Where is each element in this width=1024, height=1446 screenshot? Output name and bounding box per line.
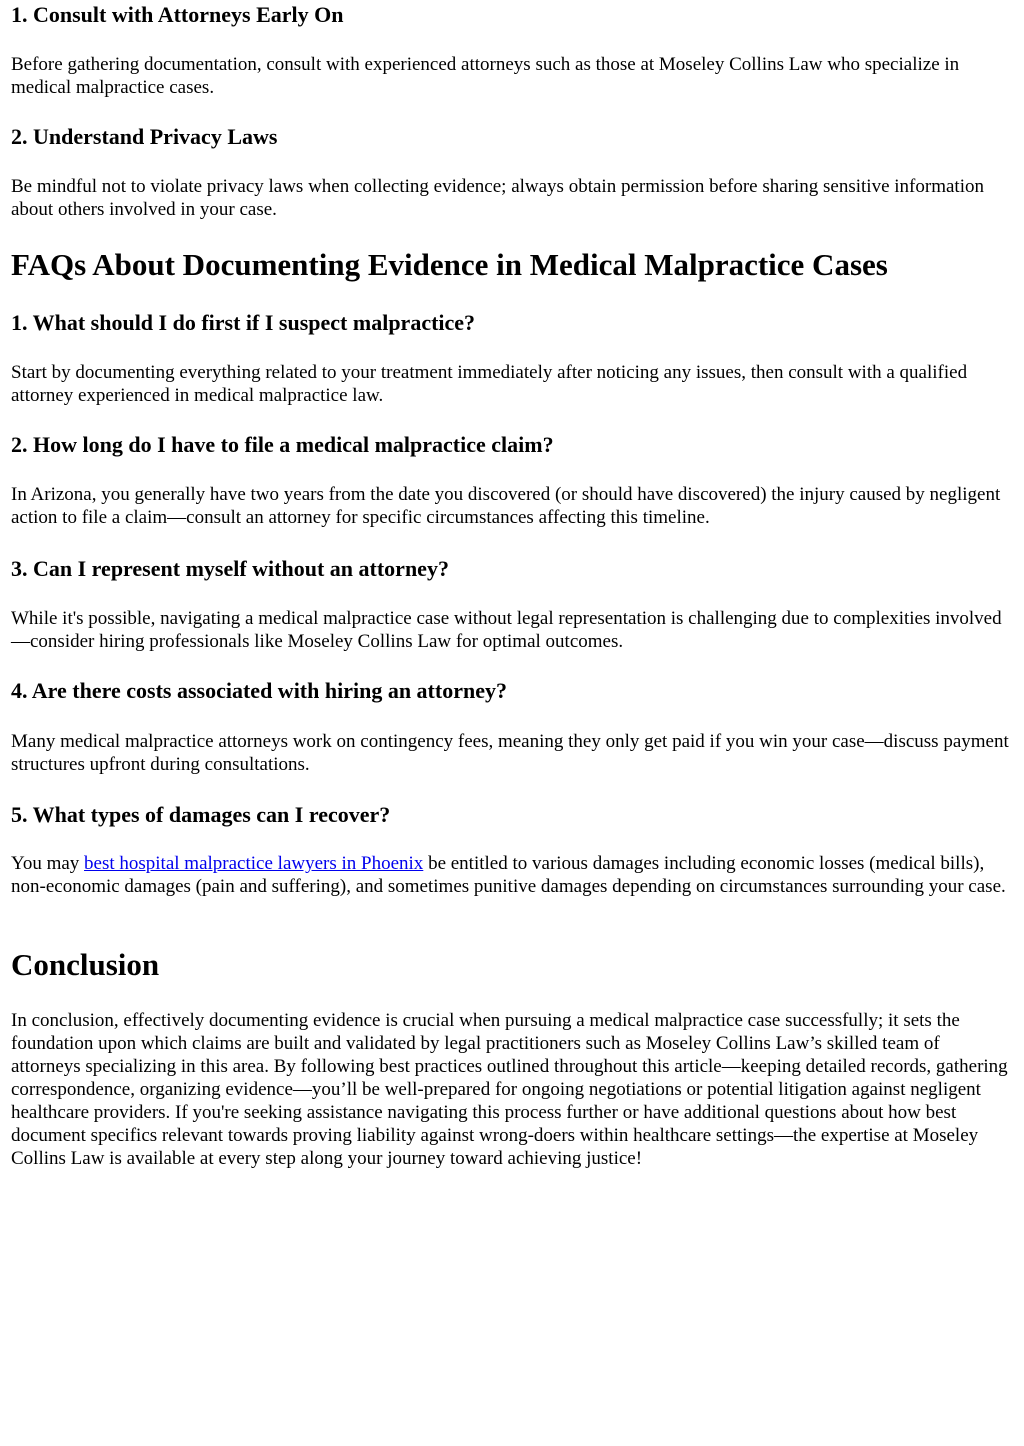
faq-item-4 — [11, 678, 1014, 704]
faq-question: 1. What should I do first if I suspect malpractice? — [11, 310, 476, 335]
phoenix-lawyers-link[interactable]: best hospital malpractice lawyers in Phoenix — [84, 853, 424, 874]
faq-answer-1-wrap — [11, 361, 1014, 407]
conclusion-body-wrap — [11, 1009, 1014, 1170]
faq-answer-text: You may — [11, 853, 85, 874]
section-heading: 1. Consult with Attorneys Early On — [11, 2, 344, 27]
section-privacy — [11, 124, 1014, 150]
section-heading: 2. Understand Privacy Laws — [11, 124, 278, 149]
faq-answer: In Arizona, you generally have two years from the date you discovered (or should have discovered) the injury caused by negligent action to file a claim—consult an attorney for specific circumstances affecting this timeline. — [11, 484, 1001, 528]
faq-question: 2. How long do I have to file a medical malpractice claim? — [11, 432, 554, 457]
conclusion-title-wrap — [11, 947, 1014, 983]
faq-title-wrap — [11, 247, 1014, 283]
faq-answer: While it's possible, navigating a medical malpractice case without legal representation is challenging due to complexities involved—consider hiring professionals like Moseley Collins Law for optimal outcomes. — [11, 608, 1002, 652]
faq-title: FAQs About Documenting Evidence in Medical Malpractice Cases — [11, 247, 888, 282]
faq-answer-5-wrap — [11, 852, 1014, 898]
faq-answer — [11, 852, 1014, 898]
section-body: Be mindful not to violate privacy laws when collecting evidence; always obtain permission before sharing sensitive information about others involved in your case. — [11, 176, 984, 220]
conclusion-title: Conclusion — [11, 947, 160, 982]
faq-answer-text: be entitled to various damages including economic losses (medical bills), non-economic damages (pain and suffering), and sometimes punitive damages depending on circumstances surrounding your case. — [11, 853, 1006, 897]
section-consult-body-wrap — [11, 53, 1014, 99]
faq-item-3 — [11, 556, 1014, 582]
faq-question: 5. What types of damages can I recover? — [11, 802, 391, 827]
faq-item-5 — [11, 802, 1014, 828]
faq-answer-3-wrap — [11, 607, 1014, 653]
section-privacy-body-wrap — [11, 175, 1014, 221]
faq-answer-2-wrap — [11, 483, 1014, 529]
faq-question: 4. Are there costs associated with hiring an attorney? — [11, 678, 507, 703]
faq-item-2 — [11, 432, 1014, 458]
section-body: Before gathering documentation, consult with experienced attorneys such as those at Moseley Collins Law who specialize in medical malpractice cases. — [11, 54, 960, 98]
conclusion-body: In conclusion, effectively documenting evidence is crucial when pursuing a medical malpractice case successfully; it sets the foundation upon which claims are built and validated by legal practitioners such as Moseley Collins Law’s skilled team of attorneys specializing in this area. By following best practices outlined throughout this article—keeping detailed records, gathering correspondence, organizing evidence—you’ll be well-prepared for ongoing negotiations or potential litigation against negligent healthcare providers. If you're seeking assistance navigating this process further or have additional questions about how best document specifics relevant towards proving liability against wrong-doers within healthcare settings—the expertise at Moseley Collins Law is available at every step along your journey toward achieving justice! — [11, 1010, 1008, 1169]
faq-answer: Many medical malpractice attorneys work on contingency fees, meaning they only get paid if you win your case—discuss payment structures upfront during consultations. — [11, 731, 1009, 775]
section-consult — [11, 2, 1014, 28]
faq-question: 3. Can I represent myself without an attorney? — [11, 556, 449, 581]
faq-item-1 — [11, 310, 1014, 336]
faq-answer-4-wrap — [11, 730, 1014, 776]
faq-answer: Start by documenting everything related to your treatment immediately after noticing any issues, then consult with a qualified attorney experienced in medical malpractice law. — [11, 362, 968, 406]
